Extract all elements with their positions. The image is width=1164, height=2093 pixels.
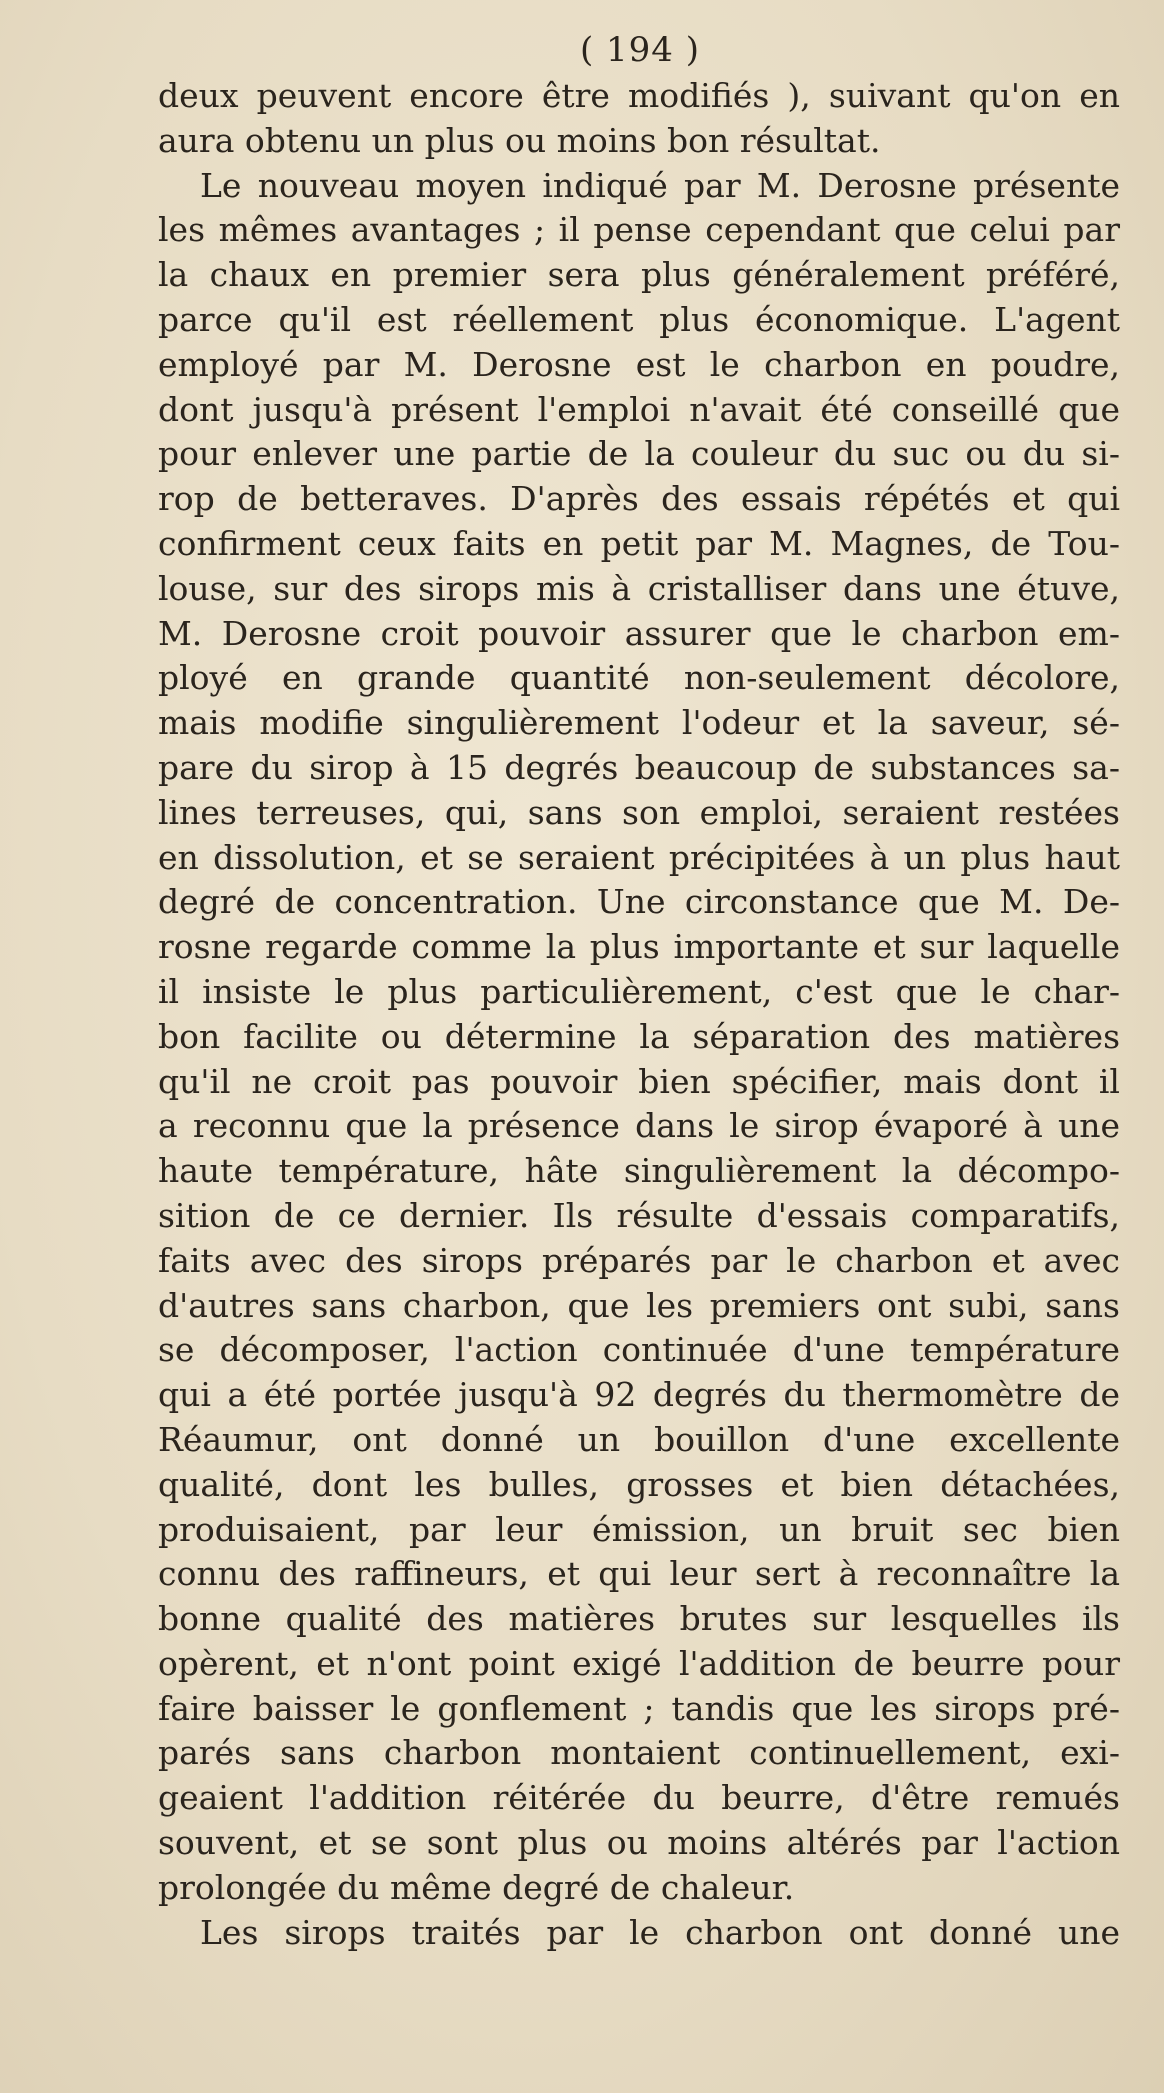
text-line: M. Derosne croit pouvoir assurer que le charbon em- [158, 613, 1120, 653]
text-line: souvent, et se sont plus ou moins altérés par l'action [158, 1823, 1120, 1863]
text-line: qu'il ne croit pas pouvoir bien spécifier, mais dont il [158, 1061, 1120, 1101]
text-line: rop de betteraves. D'après des essais répétés et qui [158, 479, 1120, 519]
text-line: la chaux en premier sera plus généralement préféré, [158, 255, 1120, 295]
text-line: deux peuvent encore être modifiés ), suivant qu'on en [158, 76, 1120, 115]
text-line: Les sirops traités par le charbon ont donné une [200, 1912, 1120, 1952]
text-line: les mêmes avantages ; il pense cependant que celui par [158, 210, 1120, 250]
text-line: confirment ceux faits en petit par M. Magnes, de Tou- [158, 523, 1120, 563]
text-line: opèrent, et n'ont point exigé l'addition de beurre pour [158, 1643, 1120, 1683]
text-line: dont jusqu'à présent l'emploi n'avait été conseillé que [158, 389, 1120, 429]
text-line: bon facilite ou détermine la séparation des matières [158, 1016, 1120, 1056]
text-line: louse, sur des sirops mis à cristalliser dans une étuve, [158, 568, 1120, 608]
text-line: lines terreuses, qui, sans son emploi, seraient restées [158, 792, 1120, 832]
body-text [158, 74, 1120, 1955]
text-line: produisaient, par leur émission, un bruit sec bien [158, 1509, 1120, 1549]
text-line: prolongée du même degré de chaleur. [158, 1867, 795, 1907]
text-line: aura obtenu un plus ou moins bon résultat. [158, 120, 881, 160]
text-line: qualité, dont les bulles, grosses et bien détachées, [158, 1464, 1120, 1504]
text-line: pour enlever une partie de la couleur du suc ou du si- [158, 434, 1120, 474]
text-line: haute température, hâte singulièrement la décompo- [158, 1151, 1120, 1191]
text-line: bonne qualité des matières brutes sur lesquelles ils [158, 1599, 1120, 1639]
text-line: il insiste le plus particulièrement, c'est que le char- [158, 971, 1120, 1011]
text-line: parés sans charbon montaient continuellement, exi- [158, 1733, 1120, 1773]
text-line: connu des raffineurs, et qui leur sert à reconnaître la [158, 1554, 1120, 1594]
text-line: pare du sirop à 15 degrés beaucoup de substances sa- [158, 747, 1120, 787]
text-line: geaient l'addition réitérée du beurre, d'être remués [158, 1778, 1120, 1818]
text-line: a reconnu que la présence dans le sirop évaporé à une [158, 1106, 1120, 1146]
text-line: Réaumur, ont donné un bouillon d'une excellente [158, 1419, 1120, 1459]
text-line: ployé en grande quantité non-seulement décolore, [158, 658, 1120, 698]
text-line: parce qu'il est réellement plus économique. L'agent [158, 299, 1120, 339]
text-line: mais modifie singulièrement l'odeur et la saveur, sé- [158, 703, 1120, 743]
text-line: faits avec des sirops préparés par le charbon et avec [158, 1240, 1120, 1280]
text-line: d'autres sans charbon, que les premiers ont subi, sans [158, 1285, 1120, 1325]
text-line: employé par M. Derosne est le charbon en poudre, [158, 344, 1120, 384]
text-line: sition de ce dernier. Ils résulte d'essais comparatifs, [158, 1195, 1120, 1235]
text-line: qui a été portée jusqu'à 92 degrés du thermomètre de [158, 1375, 1120, 1415]
page-number: ( 194 ) [579, 30, 701, 70]
text-line: en dissolution, et se seraient précipitées à un plus haut [158, 837, 1120, 877]
text-line: se décomposer, l'action continuée d'une température [158, 1330, 1120, 1370]
text-line: degré de concentration. Une circonstance que M. De- [158, 882, 1120, 922]
text-line: Le nouveau moyen indiqué par M. Derosne présente [200, 165, 1120, 205]
text-line: faire baisser le gonflement ; tandis que les sirops pré- [158, 1688, 1120, 1728]
text-line: rosne regarde comme la plus importante et sur laquelle [158, 927, 1120, 967]
